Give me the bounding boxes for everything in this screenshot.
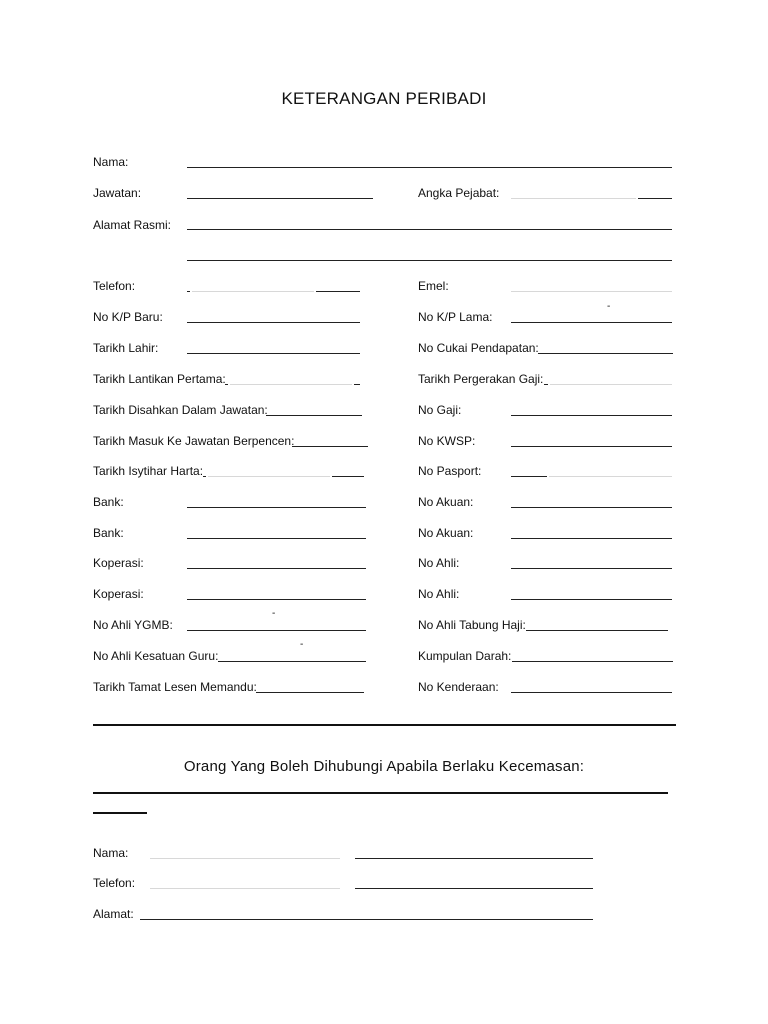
label-angka-pejabat: Angka Pejabat:: [418, 186, 500, 200]
field-angka-pejabat-faint: [511, 188, 636, 199]
label-berpencen: Tarikh Masuk Ke Jawatan Berpencen:: [93, 434, 295, 448]
field-telefon-start: [187, 281, 190, 292]
field-emel[interactable]: [511, 281, 672, 292]
emergency-heading-line-1: [93, 792, 668, 794]
field-kp-baru[interactable]: [187, 312, 360, 323]
label-bank-2: Bank:: [93, 526, 124, 540]
tick-mark: -: [272, 608, 276, 619]
field-nama[interactable]: [187, 157, 672, 168]
label-ygmb: No Ahli YGMB:: [93, 618, 173, 632]
field-kenderaan[interactable]: [511, 682, 672, 693]
label-telefon: Telefon:: [93, 279, 136, 293]
field-telefon[interactable]: [316, 281, 360, 292]
field-jawatan[interactable]: [187, 188, 373, 199]
field-kesatuan[interactable]: [218, 651, 366, 662]
field-bank-1[interactable]: [187, 497, 366, 508]
label-lesen: Tarikh Tamat Lesen Memandu:: [93, 680, 257, 694]
label-emel: Emel:: [418, 279, 449, 293]
tick-mark: -: [607, 301, 611, 312]
label-tarikh-lahir: Tarikh Lahir:: [93, 341, 159, 355]
label-darah: Kumpulan Darah:: [418, 649, 512, 663]
field-ygmb[interactable]: [187, 620, 366, 631]
label-kp-lama: No K/P Lama:: [418, 310, 493, 324]
label-tabung-haji: No Ahli Tabung Haji:: [418, 618, 526, 632]
label-ahli-2: No Ahli:: [418, 587, 460, 601]
field-kp-lama[interactable]: [511, 312, 672, 323]
field-no-gaji[interactable]: [511, 405, 672, 416]
label-alamat-rasmi: Alamat Rasmi:: [93, 218, 172, 232]
field-lantikan-faint: [230, 374, 352, 385]
tick-mark: -: [300, 639, 304, 650]
label-pasport: No Pasport:: [418, 464, 482, 478]
field-pasport-faint: [549, 466, 672, 477]
field-berpencen[interactable]: [292, 436, 368, 447]
field-akuan-2[interactable]: [511, 528, 672, 539]
field-disahkan[interactable]: [266, 405, 362, 416]
label-emergency-telefon: Telefon:: [93, 876, 136, 890]
label-koperasi-2: Koperasi:: [93, 587, 144, 601]
field-pergerakan-gaji-start: [544, 374, 548, 385]
label-no-gaji: No Gaji:: [418, 403, 462, 417]
label-bank-1: Bank:: [93, 495, 124, 509]
label-emergency-alamat: Alamat:: [93, 907, 134, 921]
field-isytihar-faint: [208, 466, 330, 477]
field-alamat-rasmi-1[interactable]: [187, 219, 672, 230]
section-divider: [93, 724, 676, 726]
field-emergency-telefon[interactable]: [355, 878, 593, 889]
field-emergency-nama-faint: [150, 848, 340, 859]
field-akuan-1[interactable]: [511, 497, 672, 508]
field-emergency-telefon-faint: [150, 878, 340, 889]
field-lesen[interactable]: [256, 682, 364, 693]
label-akuan-1: No Akuan:: [418, 495, 474, 509]
field-cukai[interactable]: [538, 343, 673, 354]
label-koperasi-1: Koperasi:: [93, 556, 144, 570]
field-tabung-haji[interactable]: [526, 620, 668, 631]
field-kwsp[interactable]: [511, 436, 672, 447]
field-pergerakan-gaji[interactable]: [550, 374, 672, 385]
field-emergency-nama[interactable]: [355, 848, 593, 859]
field-lantikan-start: [225, 374, 228, 385]
field-ahli-1[interactable]: [511, 558, 672, 569]
label-isytihar: Tarikh Isytihar Harta:: [93, 464, 204, 478]
field-lantikan[interactable]: [354, 374, 360, 385]
label-ahli-1: No Ahli:: [418, 556, 460, 570]
field-darah[interactable]: [512, 651, 673, 662]
label-emergency-nama: Nama:: [93, 846, 129, 860]
field-koperasi-1[interactable]: [187, 558, 366, 569]
field-koperasi-2[interactable]: [187, 589, 366, 600]
label-nama: Nama:: [93, 155, 129, 169]
emergency-heading: Orang Yang Boleh Dihubungi Apabila Berlaku Kecemasan:: [183, 758, 585, 775]
label-pergerakan-gaji: Tarikh Pergerakan Gaji:: [418, 372, 544, 386]
field-telefon-faint: [192, 281, 314, 292]
label-disahkan: Tarikh Disahkan Dalam Jawatan:: [93, 403, 268, 417]
label-kp-baru: No K/P Baru:: [93, 310, 163, 324]
label-kwsp: No KWSP:: [418, 434, 476, 448]
label-kenderaan: No Kenderaan:: [418, 680, 499, 694]
field-emergency-alamat[interactable]: [140, 909, 593, 920]
field-bank-2[interactable]: [187, 528, 366, 539]
label-jawatan: Jawatan:: [93, 186, 142, 200]
field-ahli-2[interactable]: [511, 589, 672, 600]
field-tarikh-lahir[interactable]: [187, 343, 360, 354]
page-title: KETERANGAN PERIBADI: [281, 89, 487, 108]
field-isytihar[interactable]: [332, 466, 364, 477]
label-cukai: No Cukai Pendapatan:: [418, 341, 539, 355]
label-kesatuan: No Ahli Kesatuan Guru:: [93, 649, 219, 663]
field-angka-pejabat[interactable]: [638, 188, 672, 199]
emergency-heading-line-2: [93, 812, 147, 814]
field-pasport[interactable]: [511, 466, 547, 477]
field-isytihar-start: [203, 466, 206, 477]
field-alamat-rasmi-2[interactable]: [187, 250, 672, 261]
label-lantikan: Tarikh Lantikan Pertama:: [93, 372, 226, 386]
label-akuan-2: No Akuan:: [418, 526, 474, 540]
